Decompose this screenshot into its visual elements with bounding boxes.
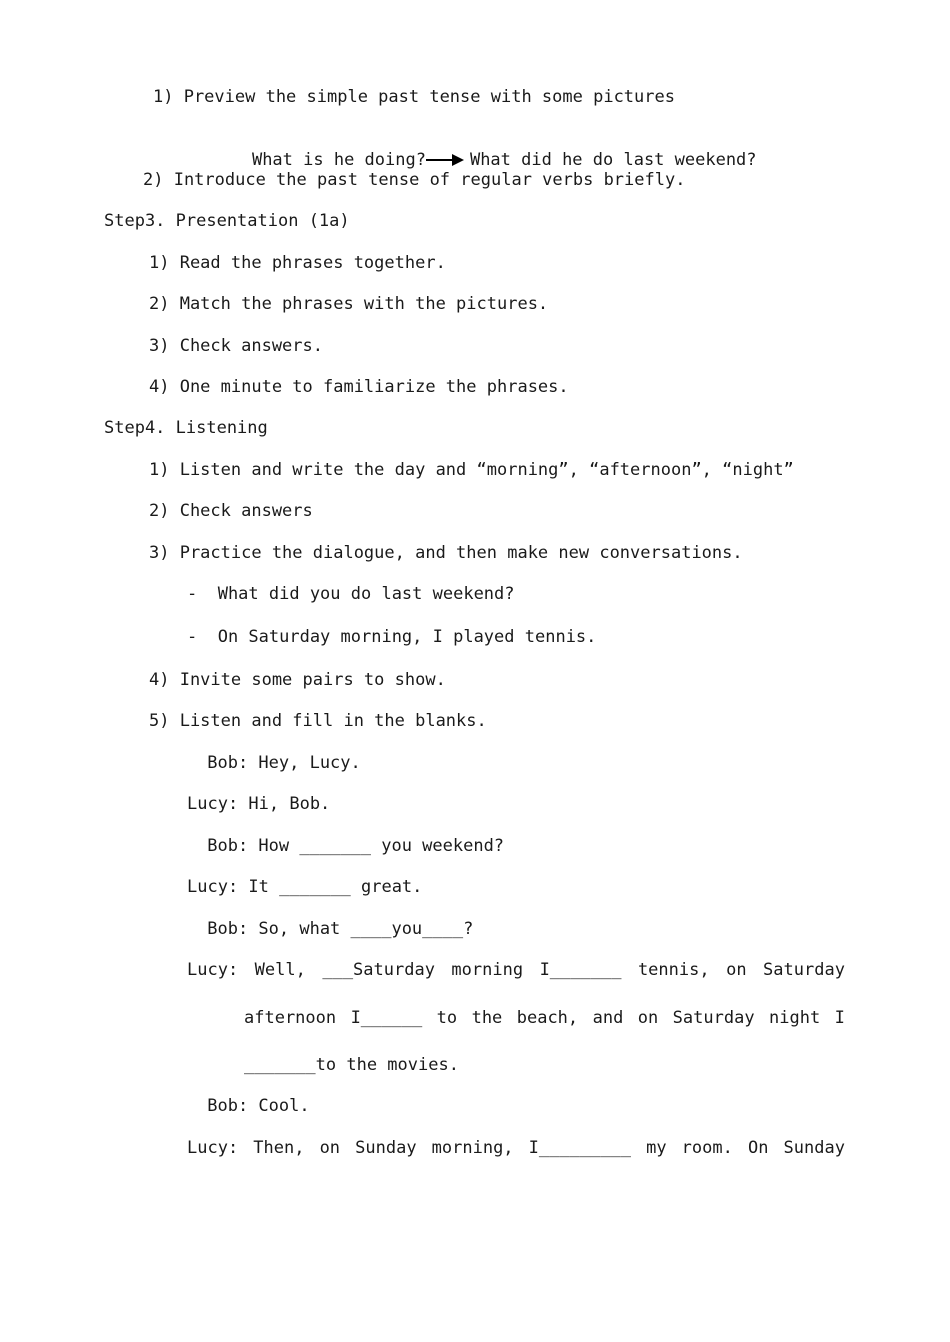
word: on (726, 960, 747, 980)
dialogue-line: Lucy: Hi, Bob. (187, 794, 331, 814)
word: On (747, 1138, 769, 1158)
step3-heading: Step3. Presentation (1a) (104, 211, 350, 231)
word: on (319, 1138, 341, 1158)
step4-item: 3) Practice the dialogue, and then make new conversations. (149, 543, 743, 563)
word: afternoon (244, 1008, 337, 1028)
word: to (436, 1008, 458, 1028)
arrow-right-icon (426, 153, 464, 167)
word: Sunday (355, 1138, 417, 1158)
word: tennis, (637, 960, 710, 980)
word: I______ (350, 1008, 423, 1028)
step3-item: 3) Check answers. (149, 336, 323, 356)
word: ___Saturday (322, 960, 435, 980)
dialogue-line-justified (187, 1137, 845, 1159)
step4-item: 2) Check answers (149, 501, 313, 521)
word: Well, (254, 960, 306, 980)
step3-item: 4) One minute to familiarize the phrases. (149, 377, 569, 397)
step4-item: 5) Listen and fill in the blanks. (149, 711, 487, 731)
word: Lucy: (187, 960, 239, 980)
word: Saturday (763, 960, 845, 980)
warmup-item-1: 1) Preview the simple past tense with some pictures (153, 87, 675, 107)
question-past: What did he do last weekend? (469, 150, 757, 170)
word: I_______ (539, 960, 622, 980)
word: Sunday (783, 1138, 845, 1158)
word: Saturday (672, 1008, 755, 1028)
dialogue-line-justified (187, 959, 845, 981)
word: the (471, 1008, 503, 1028)
step4-bullet: - On Saturday morning, I played tennis. (187, 627, 597, 647)
word: I_________ (528, 1138, 631, 1158)
word: and (592, 1008, 624, 1028)
word: morning, (431, 1138, 514, 1158)
word: I (834, 1008, 845, 1028)
word: Then, (253, 1138, 305, 1158)
step4-item: 4) Invite some pairs to show. (149, 670, 446, 690)
step4-heading: Step4. Listening (104, 418, 268, 438)
dialogue-line-justified (244, 1007, 845, 1029)
dialogue-line: Lucy: It _______ great. (187, 877, 423, 897)
dialogue-line: Bob: Cool. (197, 1096, 310, 1116)
dialogue-line: Bob: So, what ____you____? (197, 919, 474, 939)
dialogue-line: Bob: Hey, Lucy. (197, 753, 361, 773)
warmup-item-2: 2) Introduce the past tense of regular verbs briefly. (143, 170, 686, 190)
word: morning (451, 960, 524, 980)
word: beach, (516, 1008, 579, 1028)
word: on (637, 1008, 659, 1028)
dialogue-line: _______to the movies. (244, 1055, 459, 1075)
step3-item: 2) Match the phrases with the pictures. (149, 294, 549, 314)
word: night (769, 1008, 821, 1028)
word: room. (681, 1138, 733, 1158)
word: Lucy: (187, 1138, 239, 1158)
dialogue-line: Bob: How _______ you weekend? (197, 836, 505, 856)
step4-item: 1) Listen and write the day and “morning”, “afternoon”, “night” (149, 460, 794, 480)
step3-item: 1) Read the phrases together. (149, 253, 446, 273)
step4-bullet: - What did you do last weekend? (187, 584, 515, 604)
word: my (646, 1138, 667, 1158)
question-present: What is he doing? (251, 150, 426, 170)
